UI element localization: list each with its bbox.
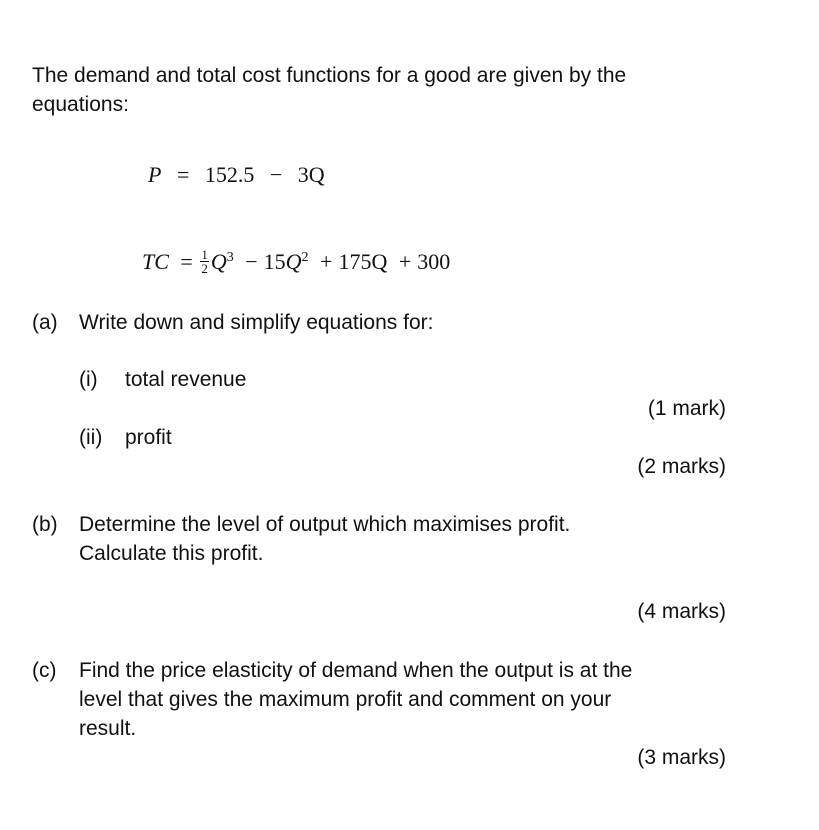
demand-lhs: P — [148, 162, 162, 187]
part-c-line-2: level that gives the maximum profit and comment on your — [79, 688, 612, 711]
intro-line-2: equations: — [32, 93, 129, 116]
part-a-ii-text: profit — [125, 426, 172, 449]
part-b-marks: (4 marks) — [637, 600, 726, 623]
demand-const: 152.5 — [204, 162, 255, 187]
demand-equation — [148, 160, 325, 189]
tc-t2-exp: 2 — [301, 250, 309, 265]
tc-minus: − — [245, 249, 258, 274]
tc-equals: = — [180, 249, 193, 274]
part-c-label: (c) — [32, 659, 57, 682]
part-a-i-label: (i) — [79, 368, 98, 391]
part-b-line-1: Determine the level of output which maximises profit. — [79, 513, 571, 536]
tc-t2-coef: 15 — [263, 249, 286, 274]
total-cost-equation — [142, 247, 450, 277]
tc-plus-1: + — [320, 249, 333, 274]
part-a-ii-marks: (2 marks) — [637, 455, 726, 478]
tc-t4: 300 — [417, 249, 451, 274]
demand-term: 3Q — [297, 162, 325, 187]
tc-frac-den: 2 — [201, 261, 208, 277]
demand-minus: − — [269, 162, 283, 187]
tc-lhs: TC — [142, 249, 169, 274]
part-c-line-1: Find the price elasticity of demand when the output is at the — [79, 659, 633, 682]
intro-line-1: The demand and total cost functions for a good are given by the — [32, 64, 627, 87]
tc-fraction — [200, 248, 209, 275]
tc-t2-var: Q — [285, 249, 302, 274]
tc-frac-num: 1 — [201, 247, 208, 263]
part-b-line-2: Calculate this profit. — [79, 542, 264, 565]
part-a-i-marks: (1 mark) — [647, 397, 726, 420]
tc-t3: 175Q — [338, 249, 388, 274]
tc-plus-2: + — [398, 249, 412, 274]
tc-t1-var: Q — [210, 249, 227, 274]
part-c-line-3: result. — [79, 717, 137, 740]
part-c-marks: (3 marks) — [637, 746, 726, 769]
part-a-i-text: total revenue — [125, 368, 247, 391]
part-a-ii-label: (ii) — [79, 426, 103, 449]
demand-equals: = — [176, 162, 190, 187]
part-a-label: (a) — [32, 311, 58, 334]
part-a-text: Write down and simplify equations for: — [79, 311, 434, 334]
part-b-label: (b) — [32, 513, 58, 536]
tc-t1-exp: 3 — [226, 250, 234, 265]
